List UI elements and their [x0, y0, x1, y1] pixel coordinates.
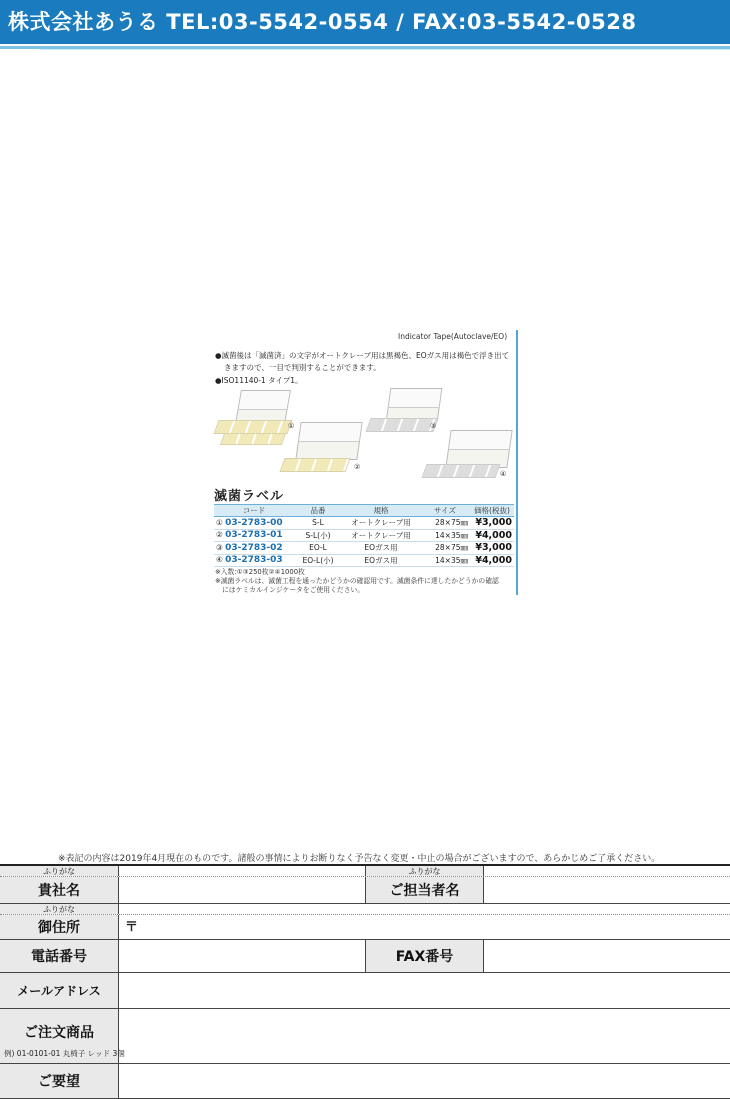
catalog-edge-line: [516, 330, 518, 595]
email-field[interactable]: [118, 973, 730, 1008]
note-usage: ※滅菌ラベルは、滅菌工程を通ったかどうかの確認用です。滅菌条件に達したかどうかの確認: [215, 577, 499, 585]
order-form: [0, 864, 730, 1090]
product-price: ¥3,000: [470, 517, 514, 530]
fax-field[interactable]: [483, 940, 730, 972]
feature-bullet-2: ●ISO11140-1 タイプ1。: [215, 376, 303, 385]
form-row-request: [0, 1064, 730, 1099]
row-code-cell: [214, 554, 294, 567]
image-marker-3: ③: [430, 422, 437, 430]
product-image-2-box: [295, 422, 362, 460]
catalog-card: [210, 330, 518, 595]
product-spec: EOガス用: [342, 554, 420, 567]
col-spec: 規格: [342, 505, 420, 517]
phone-field[interactable]: [118, 940, 365, 972]
form-row-furigana-address: [0, 904, 730, 915]
person-label: ご担当者名: [365, 877, 483, 903]
form-row-company: [0, 877, 730, 904]
person-furigana-field[interactable]: [483, 866, 730, 876]
table-row: [214, 554, 514, 567]
product-price: ¥4,000: [470, 529, 514, 542]
furigana-label-cell-3: [0, 904, 118, 914]
col-model: 品番: [294, 505, 342, 517]
product-code: 03-2783-03: [225, 555, 283, 566]
order-field[interactable]: [118, 1009, 730, 1063]
form-row-furigana-company: [0, 866, 730, 877]
product-code: 03-2783-00: [225, 517, 283, 528]
row-code-cell: [214, 542, 294, 555]
request-label: ご要望: [0, 1064, 118, 1098]
form-row-address: [0, 915, 730, 940]
product-model: S-L: [294, 517, 342, 530]
feature-bullet-1: ●滅菌後は「滅菌済」の文字がオートクレーブ用は黒褐色、EOガス用は褐色で浮き出て: [215, 351, 510, 360]
col-size: サイズ: [420, 505, 470, 517]
request-field[interactable]: [118, 1064, 730, 1098]
furigana-label-3: ふりがな: [43, 904, 75, 914]
form-row-phone: [0, 940, 730, 973]
form-row-email: [0, 973, 730, 1009]
company-field[interactable]: [118, 877, 365, 903]
person-field[interactable]: [483, 877, 730, 903]
product-size: 14×35㎜: [420, 554, 470, 567]
product-image-3-box: [386, 388, 443, 422]
header-divider-thin: [40, 49, 730, 50]
product-size: 28×75㎜: [420, 517, 470, 530]
product-image-1-strip: [213, 420, 295, 434]
note-usage-cont: にはケミカルインジケータをご使用ください。: [222, 586, 365, 594]
product-size: 14×35㎜: [420, 529, 470, 542]
product-spec: EOガス用: [342, 542, 420, 555]
form-row-order: [0, 1009, 730, 1064]
product-model: S-L(小): [294, 529, 342, 542]
col-price: 価格(税抜): [470, 505, 514, 517]
product-image-4-strip: [421, 464, 500, 478]
catalog-category-label: Indicator Tape(Autoclave/EO): [398, 332, 508, 341]
product-image-1-strip-2: [220, 433, 286, 445]
product-spec: オートクレーブ用: [342, 529, 420, 542]
row-code-cell: [214, 529, 294, 542]
product-price: ¥4,000: [470, 554, 514, 567]
note-quantity: ※入数:①③250枚②④1000枚: [215, 568, 305, 576]
header-contact-text: 株式会社あうる TEL:03-5542-0554 / FAX:03-5542-0528: [8, 10, 637, 34]
product-spec: オートクレーブ用: [342, 517, 420, 530]
table-row: [214, 517, 514, 530]
postal-mark: 〒: [125, 920, 139, 935]
product-model: EO-L(小): [294, 554, 342, 567]
row-number: ④: [216, 555, 223, 565]
row-number: ②: [216, 530, 223, 540]
table-row: [214, 529, 514, 542]
order-label-cell: [0, 1009, 125, 1063]
furigana-label: ふりがな: [43, 866, 75, 876]
address-field[interactable]: [118, 915, 730, 939]
email-label: メールアドレス: [0, 973, 118, 1008]
product-title: 滅菌ラベル: [214, 489, 285, 504]
row-number: ③: [216, 542, 223, 552]
order-label: ご注文商品: [24, 1025, 94, 1041]
image-marker-2: ②: [354, 463, 361, 471]
header-bar: [0, 0, 730, 44]
image-marker-1: ①: [288, 422, 295, 430]
row-number: ①: [216, 517, 223, 527]
address-furigana-field[interactable]: [118, 904, 730, 914]
disclaimer-text: ※表記の内容は2019年4月現在のものです。諸般の事情によりお断りなく予告なく変更・中止の場合がございますので、あらかじめご了承ください。: [58, 854, 661, 864]
order-example: 例) 01-0101-01 丸椅子 レッド 3個: [4, 1049, 125, 1058]
product-image-3-strip: [365, 418, 438, 432]
company-furigana-field[interactable]: [118, 866, 365, 876]
image-marker-4: ④: [500, 470, 507, 478]
table-row: [214, 542, 514, 555]
fax-label: FAX番号: [365, 940, 483, 972]
product-image-1-box: [235, 390, 291, 424]
furigana-label-2: ふりがな: [408, 866, 441, 876]
product-code: 03-2783-02: [225, 542, 283, 553]
product-price: ¥3,000: [470, 542, 514, 555]
row-code-cell: [214, 517, 294, 530]
col-code: コード: [214, 505, 294, 517]
phone-label: 電話番号: [0, 940, 118, 972]
company-label: 貴社名: [0, 877, 118, 903]
furigana-label-cell: [0, 866, 118, 876]
feature-bullet-1-cont: きますので、一目で判別することができます。: [224, 363, 381, 372]
product-size: 28×75㎜: [420, 542, 470, 555]
product-image-2-strip: [279, 458, 350, 472]
address-label: 御住所: [0, 915, 118, 939]
furigana-label-cell-2: [365, 866, 483, 876]
product-code: 03-2783-01: [225, 530, 283, 541]
spec-table: [214, 504, 514, 567]
product-image-4-box: [445, 430, 512, 468]
product-model: EO-L: [294, 542, 342, 555]
spec-table-header: [214, 505, 514, 517]
